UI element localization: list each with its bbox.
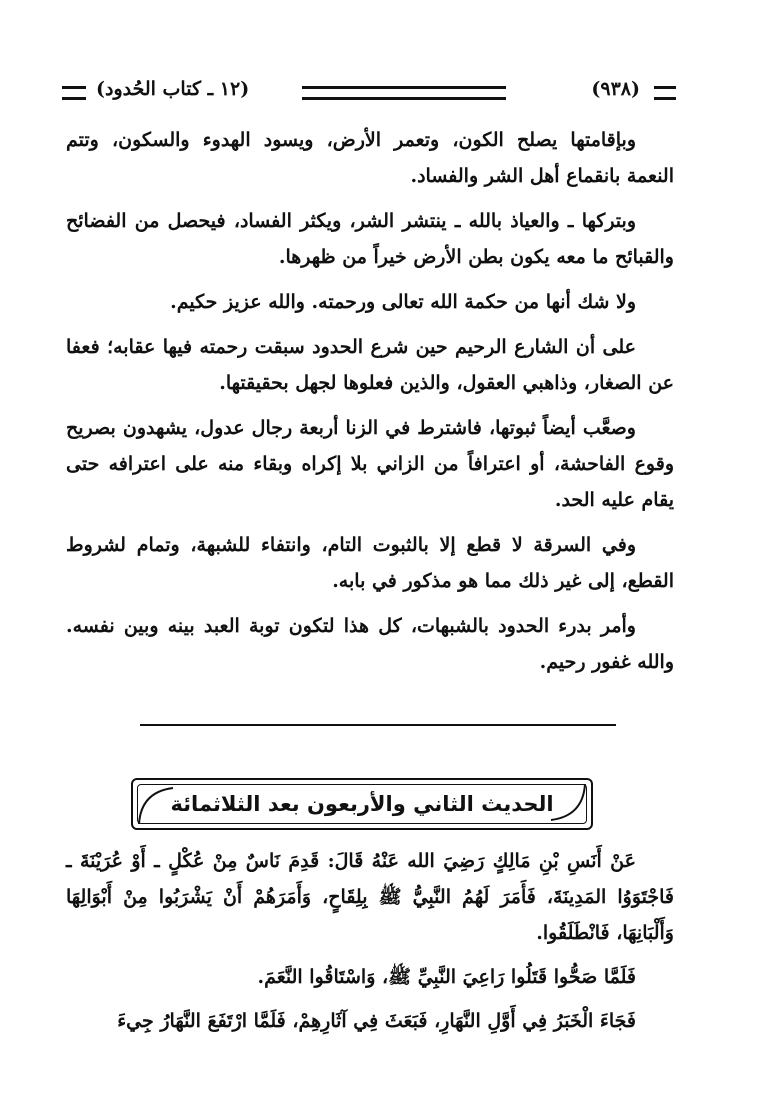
paragraph: وبإقامتها يصلح الكون، وتعمر الأرض، ويسود الهدوء والسكون، وتتم النعمة بانقماع أهل الشر والفساد. [66, 129, 674, 187]
hadith-paragraph: فَجَاءَ الْخَبَرُ فِي أَوَّلِ النَّهَارِ، فَبَعَثَ فِي آثَارِهِمْ، فَلَمَّا ارْتَفَعَ النَّهَارُ جِيءَ [117, 1010, 636, 1032]
page-number: (٩٣٨) [591, 78, 640, 100]
hadith-paragraph: فَلَمَّا صَحُّوا قَتَلُوا رَاعِيَ النَّبِيِّ ﷺ، وَاسْتَاقُوا النَّعَمَ. [257, 966, 636, 988]
hadith-text [66, 843, 674, 1047]
paragraph: وصعَّب أيضاً ثبوتها، فاشترط في الزنا أربعة رجال عدول، يشهدون بصريح وقوع الفاحشة، أو اعترافاً من الزاني بلا إكراه وبقاء منه على اعترافه حتى يقام عليه الحد. [66, 417, 674, 511]
header-rule [302, 86, 506, 100]
header-ornament-left [62, 86, 86, 100]
commentary-text [66, 122, 674, 689]
section-title: الحديث الثاني والأربعون بعد الثلاثمائة [170, 792, 554, 816]
page-header [62, 72, 676, 108]
paragraph: وفي السرقة لا قطع إلا بالثبوت التام، وانتفاء للشبهة، وتمام لشروط القطع، إلى غير ذلك مما هو مذكور في بابه. [66, 534, 674, 592]
hadith-paragraph: عَنْ أَنَسِ بْنِ مَالِكٍ رَضِيَ الله عَنْهُ قَالَ: قَدِمَ نَاسٌ مِنْ عُكْلٍ ـ أَوْ عُرَيْنَةَ ـ فَاجْتَوَوُا المَدِينَةَ، فَأَمَرَ لَهُمُ النَّبِيُّ ﷺ بِلِقَاحٍ، وَأَمَرَهُمْ أَنْ يَشْرَبُوا مِنْ أَبْوَالِهَا وَأَلْبَانِهَا، فَانْطَلَقُوا. [66, 850, 674, 944]
section-title-box [131, 778, 593, 830]
header-ornament-right [654, 86, 676, 100]
paragraph: على أن الشارع الرحيم حين شرع الحدود سبقت رحمته فيها عقابه؛ فعفا عن الصغار، وذاهبي العقول، والذين فعلوها لجهل بحقيقتها. [66, 336, 674, 394]
paragraph: وبتركها ـ والعياذ بالله ـ ينتشر الشر، ويكثر الفساد، فيحصل من الفضائح والقبائح ما معه يكون بطن الأرض خيراً من ظهرها. [66, 210, 674, 268]
chapter-title: (١٢ ـ كتاب الحُدود) [96, 78, 250, 100]
section-divider [140, 724, 616, 726]
paragraph: وأمر بدرء الحدود بالشبهات، كل هذا لتكون توبة العبد بينه وبين نفسه. والله غفور رحيم. [66, 615, 674, 673]
paragraph: ولا شك أنها من حكمة الله تعالى ورحمته. والله عزيز حكيم. [170, 291, 636, 313]
